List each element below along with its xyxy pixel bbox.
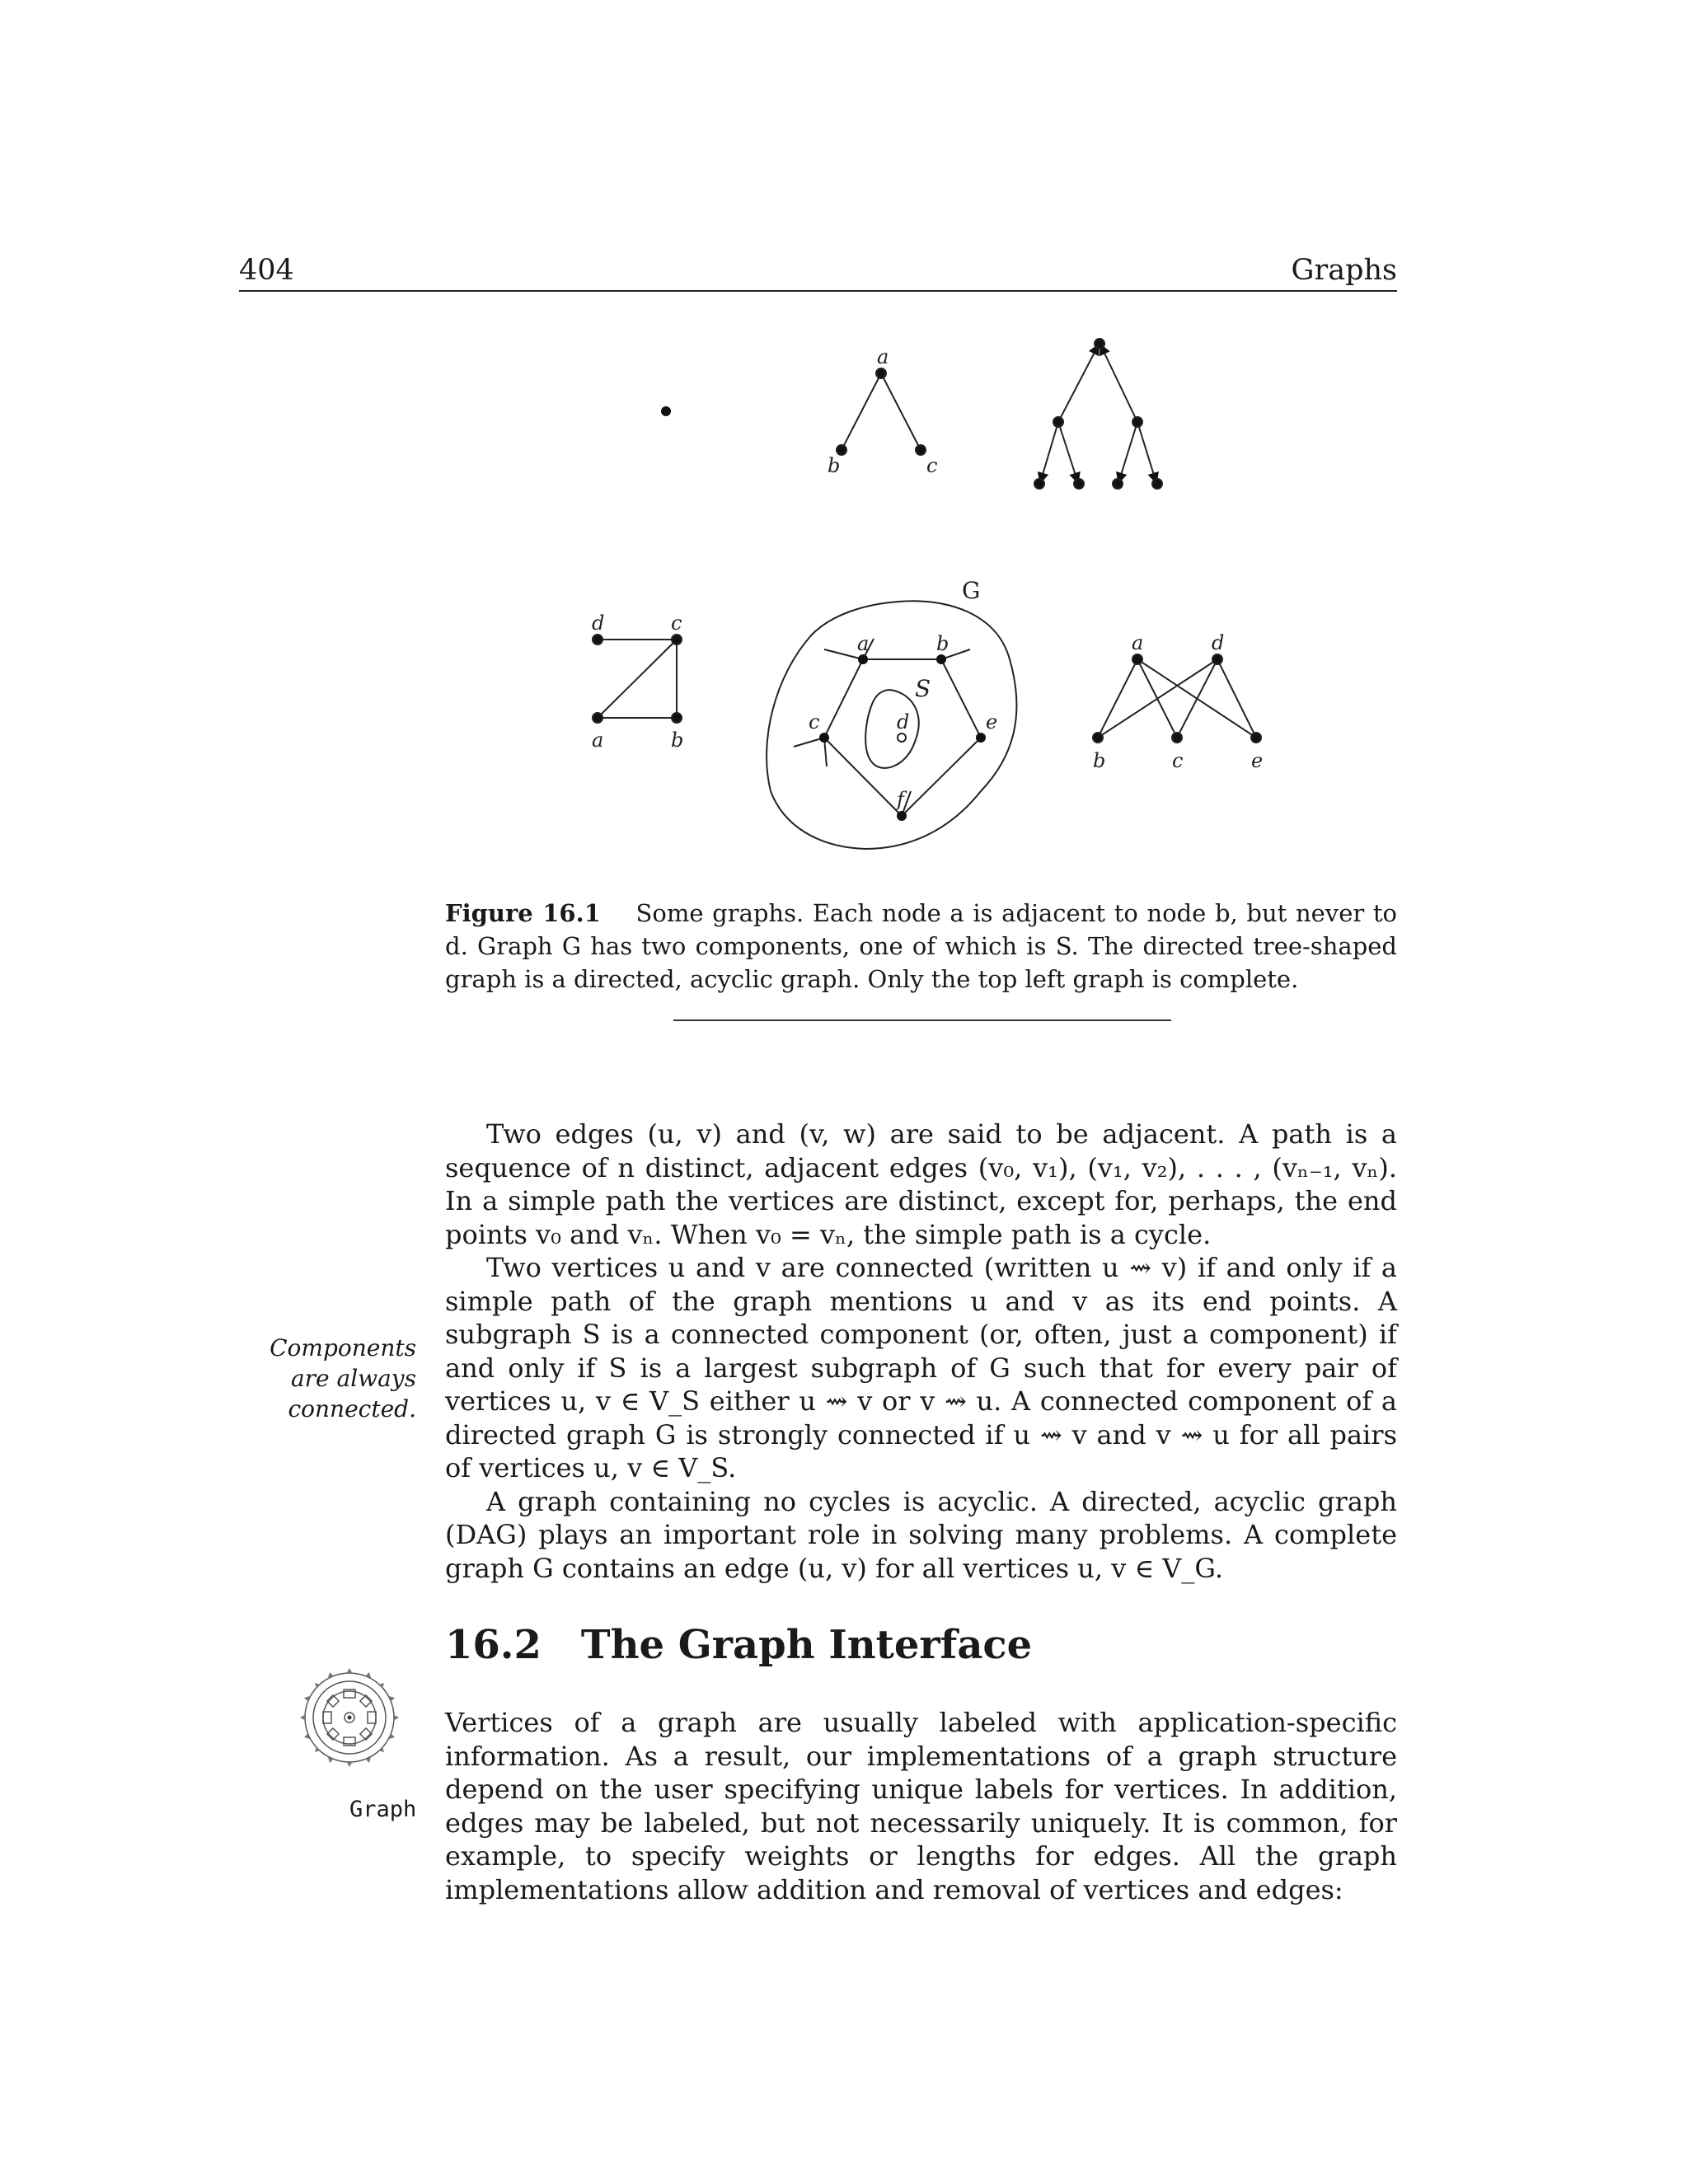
figure-caption [445,897,1397,996]
page-number: 404 [239,254,294,287]
label-b: b [1093,749,1106,772]
component-S [865,690,919,768]
label-b: b [828,454,841,477]
label-c: c [671,612,682,635]
paragraph-connected: Two vertices u and v are connected (written u ⇝ v) if and only if a simple path of the graph mentions u and v as its end points. A subgraph S is a connected component (or, often, just a component) if and only if S is a largest subgraph of G such that for every pair of vertices u, v ∈ V_S either u ⇝ v or v ⇝ u. A connected component of a directed graph G is strongly connected if u ⇝ v and v ⇝ u for all pairs of vertices u, v ∈ V_S. [445,1252,1397,1483]
label-d: d [1212,631,1225,654]
label-c: c [809,710,820,733]
caption-rule [673,1019,1171,1021]
label-a: a [877,345,889,368]
label-d: d [897,710,910,733]
directed-tree [1034,339,1162,489]
label-c: c [1172,749,1184,772]
paragraph-acyclic: A graph containing no cycles is acyclic. A directed, acyclic graph (DAG) plays an important role in solving many problems. A complete graph G contains an edge (u, v) for all vertices u, v ∈ V_G. [445,1485,1397,1584]
running-title: Graphs [1291,254,1397,287]
graph-G [767,601,1016,849]
label-a: a [1132,631,1144,654]
section-number: 16.2 [445,1622,542,1668]
label-G: G [962,577,981,604]
caption-text: Some graphs. Each node a is adjacent to node b, but never to d. Graph G has two components, one of which is S. The directed tree-shaped graph is a directed, acyclic graph. Only the top left graph is complete. [445,899,1397,993]
figure-label: Figure 16.1 [445,899,601,927]
margin-note: Components are always connected. [270,1334,416,1422]
section-title: The Graph Interface [580,1622,1033,1668]
label-e: e [1251,749,1264,772]
outer-boundary [767,601,1016,849]
graph-abc [837,368,926,455]
label-f: f [897,788,904,811]
body-text [445,1118,1397,1585]
paragraph-paths: Two edges (u, v) and (v, w) are said to be adjacent. A path is a sequence of n distinct, adjacent edges (v₀, v₁), (v₁, v₂), . . . , (vₙ₋₁, vₙ). In a simple path the vertices are distinct, except for, perhaps, the end points v₀ and vₙ. When v₀ = vₙ, the simple path is a cycle. [445,1118,1397,1250]
label-e: e [986,710,998,733]
label-c: c [926,454,938,477]
section-heading [445,1622,1032,1668]
gear-icon [298,1666,401,1769]
label-S: S [915,675,931,702]
paragraph-interface: Vertices of a graph are usually labeled with application-specific information. As a result, our implementations of a graph structure depend on the user specifying unique labels for vertices. In addition, edges may be labeled, but not necessarily uniquely. It is common, for example, to specify weights or lengths for edges. All the graph implementations allow addition and removal of vertices and edges: [445,1707,1397,1905]
structure-label: Graph [349,1797,417,1822]
label-b: b [671,729,684,752]
section-body [445,1706,1397,1906]
isolated-vertex [661,406,671,416]
graph-bipartite [1093,654,1261,743]
label-a: a [592,729,604,752]
label-d: d [592,612,605,635]
label-b: b [936,632,950,655]
graph-square [593,635,682,723]
figure-16-1 [0,0,1688,890]
label-a: a [857,632,870,655]
